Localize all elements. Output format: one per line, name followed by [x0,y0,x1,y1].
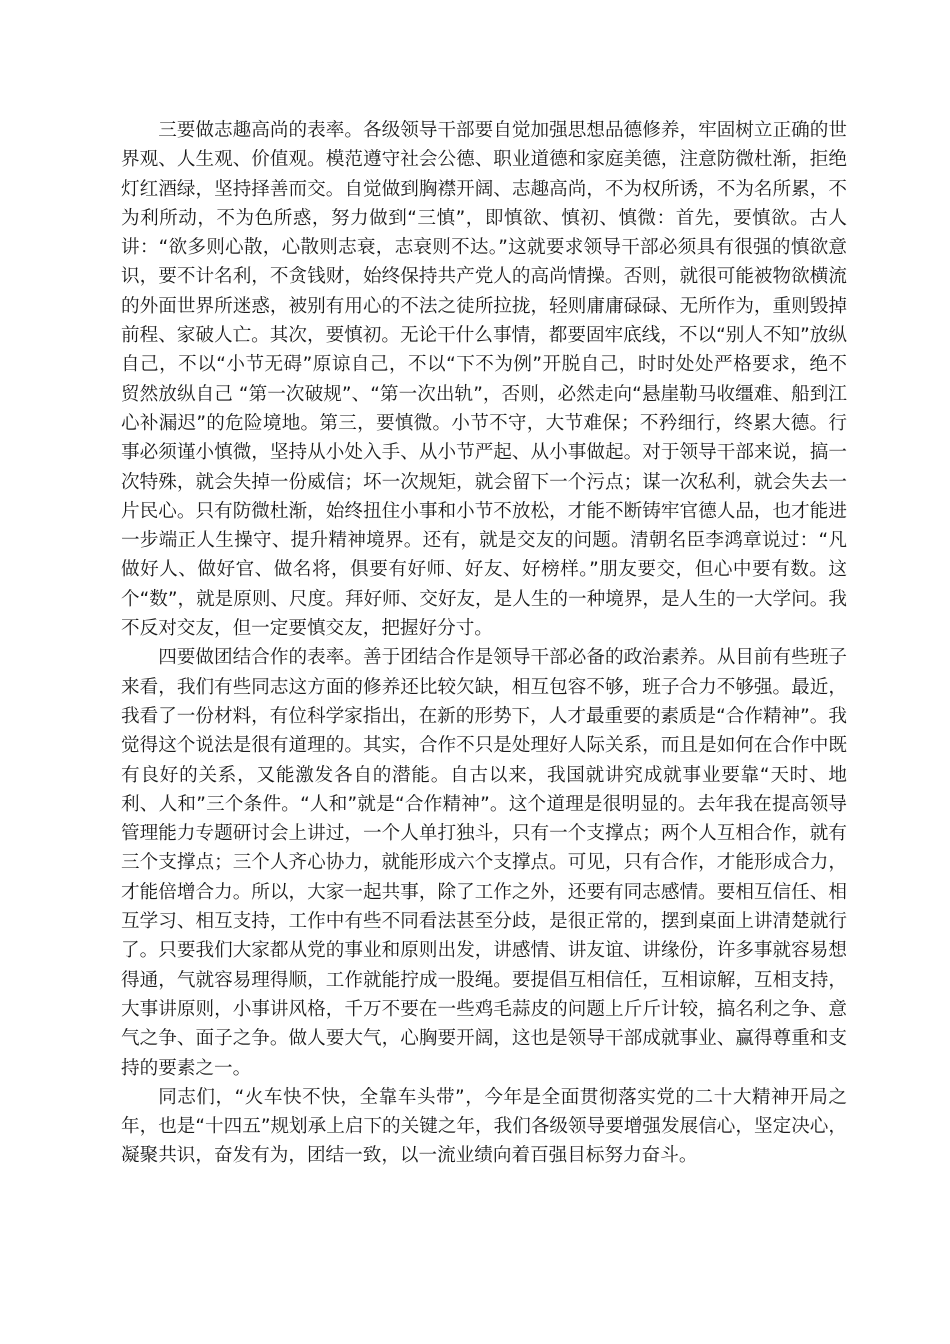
paragraph-closing-remarks: 同志们，“火车快不快，全靠车头带”，今年是全面贯彻落实党的二十大精神开局之年，也是“十四五”规划承上启下的关键之年，我们各级领导要增强发展信心，坚定决心，凝聚共识，奋发有为，团结一致，以一流业绩向着百强目标努力奋斗。 [121,1086,847,1167]
document-body [121,116,847,1171]
paragraph-unity-cooperation: 四要做团结合作的表率。善于团结合作是领导干部必备的政治素养。从目前有些班子来看，我们有些同志这方面的修养还比较欠缺，相互包容不够，班子合力不够强。最近，我看了一份材料，有位科学家指出，在新的形势下，人才最重要的素质是“合作精神”。我觉得这个说法是很有道理的。其实，合作不只是处理好人际关系，而且是如何在合作中既有良好的关系，又能激发各自的潜能。自古以来，我国就讲究成就事业要靠“天时、地利、人和”三个条件。“人和”就是“合作精神”。这个道理是很明显的。去年我在提高领导管理能力专题研讨会上讲过，一个人单打独斗，只有一个支撑点；两个人互相合作，就有三个支撑点；三个人齐心协力，就能形成六个支撑点。可见，只有合作，才能形成合力，才能倍增合力。所以，大家一起共事，除了工作之外，还要有同志感情。要相互信任、相互学习、相互支持，工作中有些不同看法甚至分歧，是很正常的，摆到桌面上讲清楚就行了。只要我们大家都从党的事业和原则出发，讲感情、讲友谊、讲缘份，许多事就容易想得通，气就容易理得顺，工作就能拧成一股绳。要提倡互相信任，互相谅解，互相支持，大事讲原则，小事讲风格，千万不要在一些鸡毛蒜皮的问题上斤斤计较，搞名利之争、意气之争、面子之争。做人要大气，心胸要开阔，这也是领导干部成就事业、赢得尊重和支持的要素之一。 [121,647,847,1079]
paragraph-lofty-aspirations: 三要做志趣高尚的表率。各级领导干部要自觉加强思想品德修养，牢固树立正确的世界观、人生观、价值观。模范遵守社会公德、职业道德和家庭美德，注意防微杜渐，拒绝灯红酒绿，坚持择善而交。自觉做到胸襟开阔、志趣高尚，不为权所诱，不为名所累，不为利所动，不为色所惑，努力做到“三慎”，即慎欲、慎初、慎微：首先，要慎欲。古人讲：“欲多则心散，心散则志衰，志衰则不达。”这就要求领导干部必须具有很强的慎欲意识，要不计名利，不贪钱财，始终保持共产党人的高尚情操。否则，就很可能被物欲横流的外面世界所迷惑，被别有用心的不法之徒所拉拢，轻则庸庸碌碌、无所作为，重则毁掉前程、家破人亡。其次，要慎初。无论干什么事情，都要固牢底线，不以“别人不知”放纵自己，不以“小节无碍”原谅自己，不以“下不为例”开脱自己，时时处处严格要求，绝不贸然放纵自己 “第一次破规”、“第一次出轨”，否则，必然走向“悬崖勒马收缰难、船到江心补漏迟”的危险境地。第三，要慎微。小节不守，大节难保；不矜细行，终累大德。行事必须谨小慎微，坚持从小处入手、从小节严起、从小事做起。对于领导干部来说，搞一次特殊，就会失掉一份威信；坏一次规矩，就会留下一个污点；谋一次私利，就会失去一片民心。只有防微杜渐，始终扭住小事和小节不放松，才能不断铸牢官德人品，也才能进一步端正人生操守、提升精神境界。还有，就是交友的问题。清朝名臣李鸿章说过：“凡做好人、做好官、做名将，俱要有好师、好友、好榜样。”朋友要交，但心中要有数。这个“数”，就是原则、尺度。拜好师、交好友，是人生的一种境界，是人生的一大学问。我不反对交友，但一定要慎交友，把握好分寸。 [121,120,847,640]
